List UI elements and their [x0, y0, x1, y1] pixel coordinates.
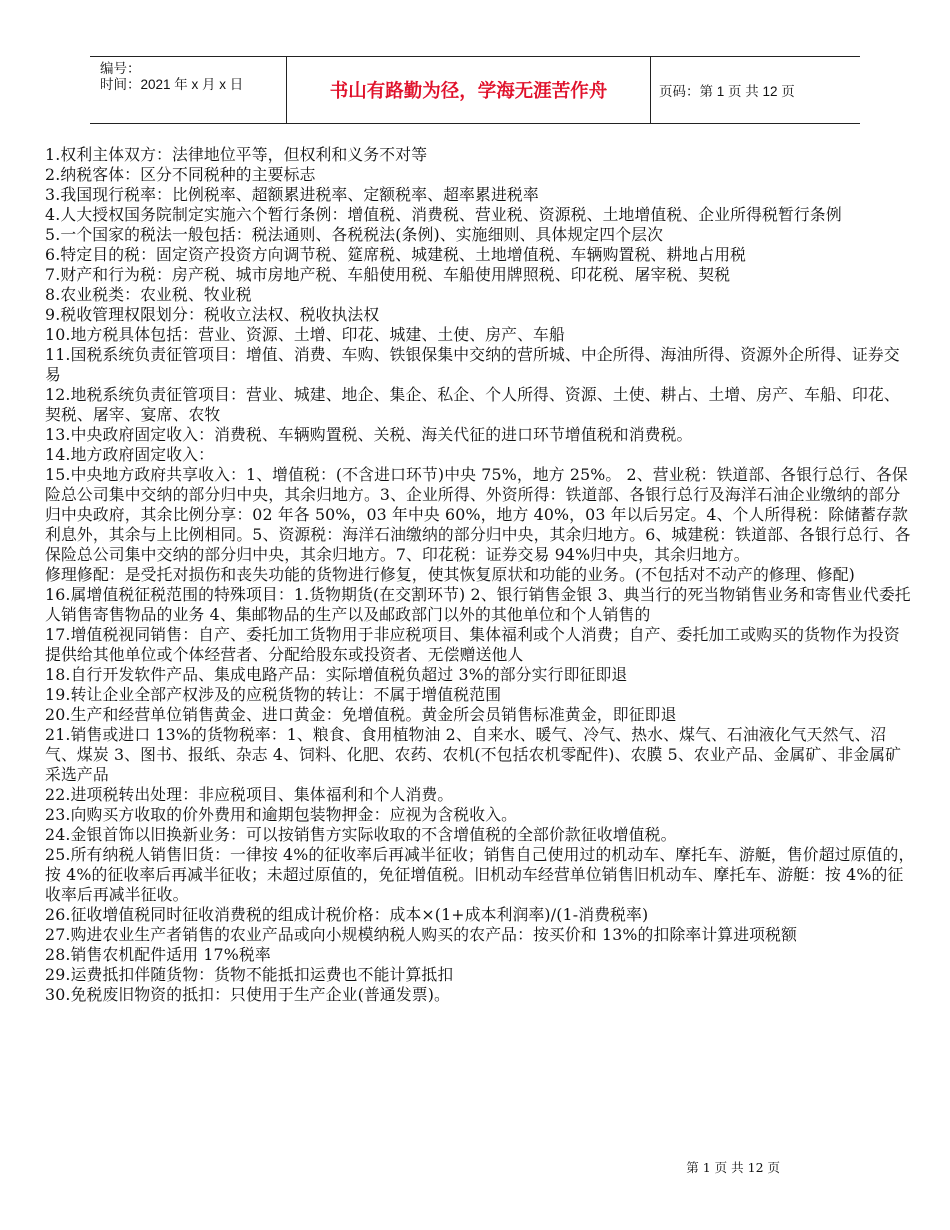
list-item: 7.财产和行为税：房产税、城市房地产税、车船使用税、车船使用牌照税、印花税、屠宰税、契税	[45, 265, 731, 284]
list-item: 25.所有纳税人销售旧货：一律按 4%的征收率后再减半征收；销售自己使用过的机动车、摩托车、游艇，售价超过原值的，按 4%的征收率后再减半征收；未超过原值的，免征增值税。旧机动车经营单位销售旧机动车、摩托车、游艇：按 4%的征收率后再减半征收。	[45, 845, 915, 904]
header-motto: 书山有路勤为径，学海无涯苦作舟	[286, 57, 651, 123]
list-item: 20.生产和经营单位销售黄金、进口黄金：免增值税。黄金所会员销售标准黄金，即征即退	[45, 705, 677, 724]
document-body	[45, 145, 915, 1005]
list-item: 6.特定目的税：固定资产投资方向调节税、筵席税、城建税、土地增值税、车辆购置税、耕地占用税	[45, 245, 747, 264]
list-item: 18.自行开发软件产品、集成电路产品：实际增值税负超过 3%的部分实行即征即退	[45, 665, 628, 684]
list-item: 21.销售或进口 13%的货物税率：1、粮食、食用植物油 2、自来水、暖气、冷气、热水、煤气、石油液化气天然气、沼气、煤炭 3、图书、报纸、杂志 4、饲料、化肥、农药、农机(不包括农机零配件)、农膜 5、农业产品、金属矿、非金属矿采选产品	[45, 725, 902, 784]
list-item: 9.税收管理权限划分：税收立法权、税收执法权	[45, 305, 380, 324]
list-item: 17.增值税视同销售：自产、委托加工货物用于非应税项目、集体福利或个人消费；自产、委托加工或购买的货物作为投资提供给其他单位或个体经营者、分配给股东或投资者、无偿赠送他人	[45, 625, 900, 664]
list-item: 27.购进农业生产者销售的农业产品或向小规模纳税人购买的农产品：按买价和 13%的扣除率计算进项税额	[45, 925, 798, 944]
page-footer: 第 1 页 共 12 页	[686, 1160, 780, 1175]
list-item: 4.人大授权国务院制定实施六个暂行条例：增值税、消费税、营业税、资源税、土地增值税、企业所得税暂行条例	[45, 205, 842, 224]
list-item: 8.农业税类：农业税、牧业税	[45, 285, 252, 304]
list-item: 2.纳税客体：区分不同税种的主要标志	[45, 165, 316, 184]
list-item: 3.我国现行税率：比例税率、超额累进税率、定额税率、超率累进税率	[45, 185, 539, 204]
list-item: 13.中央政府固定收入：消费税、车辆购置税、关税、海关代征的进口环节增值税和消费税。	[45, 425, 693, 444]
time-label: 时间：2021 年 x 月 x 日	[100, 77, 244, 92]
list-item: 5.一个国家的税法一般包括：税法通则、各税税法(条例)、实施细则、具体规定四个层次	[45, 225, 664, 244]
list-item: 16.属增值税征税范围的特殊项目：1.货物期货(在交割环节) 2、银行销售金银 3、典当行的死当物销售业务和寄售业代委托人销售寄售物品的业务 4、集邮物品的生产以及邮政部门以外的其他单位和个人销售的	[45, 585, 911, 624]
list-item: 19.转让企业全部产权涉及的应税货物的转让：不属于增值税范围	[45, 685, 502, 704]
list-item: 24.金银首饰以旧换新业务：可以按销售方实际收取的不含增值税的全部价款征收增值税。	[45, 825, 677, 844]
list-item: 14.地方政府固定收入：	[45, 445, 215, 464]
list-item: 28.销售农机配件适用 17%税率	[45, 945, 271, 964]
list-item: 22.进项税转出处理：非应税项目、集体福利和个人消费。	[45, 785, 454, 804]
list-item: 10.地方税具体包括：营业、资源、土增、印花、城建、土使、房产、车船	[45, 325, 565, 344]
list-item: 1.权利主体双方：法律地位平等，但权利和义务不对等	[45, 145, 428, 164]
page-indicator: 页码：第 1 页 共 12 页	[659, 84, 795, 99]
number-label: 编号：	[100, 61, 141, 76]
list-item: 23.向购买方收取的价外费用和逾期包装物押金：应视为含税收入。	[45, 805, 518, 824]
list-item: 11.国税系统负责征管项目：增值、消费、车购、铁银保集中交纳的营所城、中企所得、海油所得、资源外企所得、证券交易	[45, 345, 900, 384]
list-item: 29.运费抵扣伴随货物：货物不能抵扣运费也不能计算抵扣	[45, 965, 454, 984]
list-item: 15.中央地方政府共享收入：1、增值税：(不含进口环节)中央 75%，地方 25%。 2、营业税：铁道部、各银行总行、各保险总公司集中交纳的部分归中央，其余归地方。3、企业所得、外资所得：铁道部、各银行总行及海洋石油企业缴纳的部分归中央政府，其余比例分享：02 年各 50%，03 年中央 60%，地方 40%，03 年以后另定。4、个人所得税：除储蓄存款利息外，其余与上比例相同。5、资源税：海洋石油缴纳的部分归中央，其余归地方。6、城建税：铁道部、各银行总行、各保险总公司集中交纳的部分归中央，其余归地方。7、印花税：证券交易 94%归中央，其余归地方。	[45, 465, 911, 564]
list-item: 30.免税废旧物资的抵扣：只使用于生产企业(普通发票)。	[45, 985, 450, 1004]
list-item: 12.地税系统负责征管项目：营业、城建、地企、集企、私企、个人所得、资源、土使、耕占、土增、房产、车船、印花、契税、屠宰、宴席、农牧	[45, 385, 900, 424]
list-item: 修理修配：是受托对损伤和丧失功能的货物进行修复，使其恢复原状和功能的业务。(不包括对不动产的修理、修配)	[45, 565, 855, 584]
page-header	[90, 56, 860, 124]
header-meta	[90, 57, 286, 123]
list-item: 26.征收增值税同时征收消费税的组成计税价格：成本×(1+成本利润率)/(1-消费税率)	[45, 905, 649, 924]
